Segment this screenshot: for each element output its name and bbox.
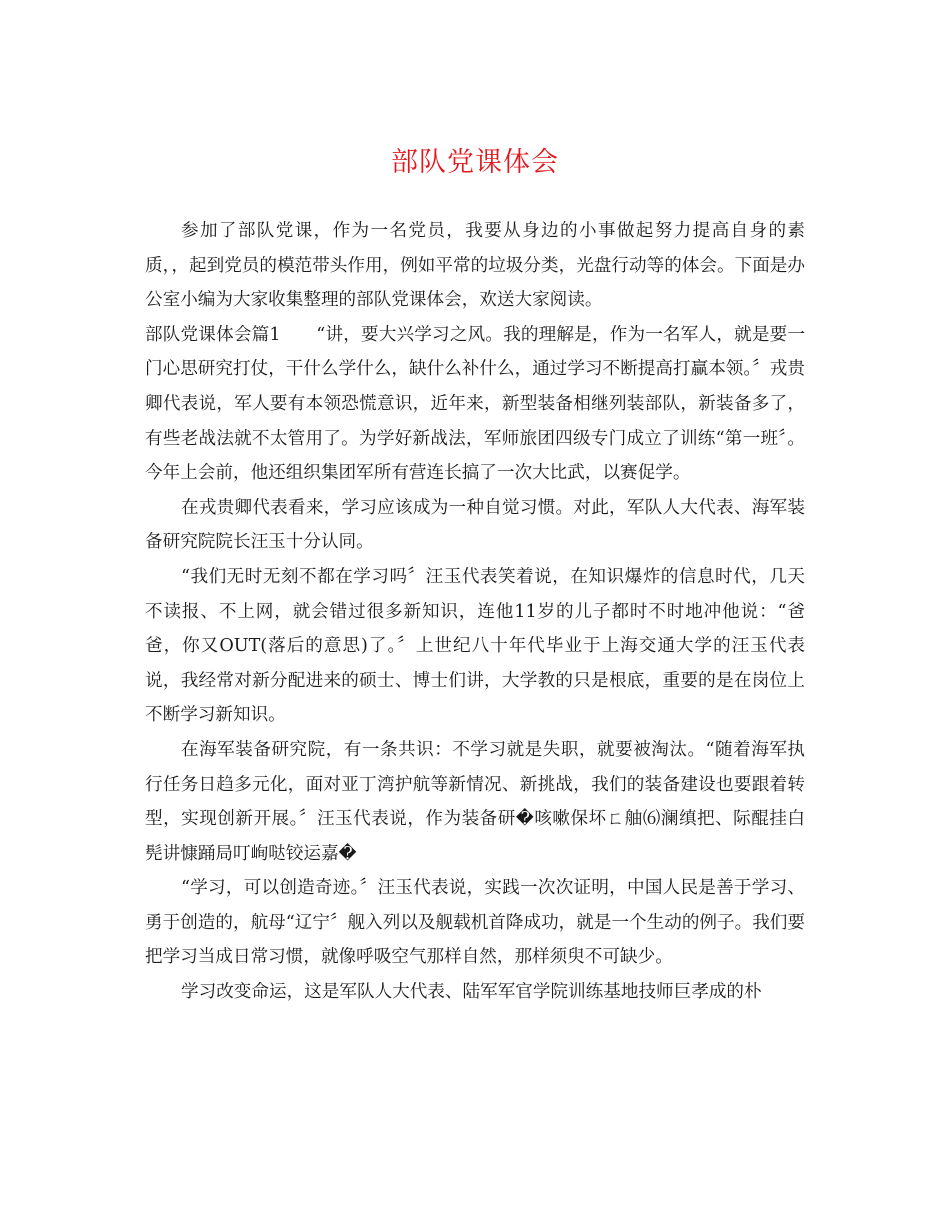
document-body <box>145 214 805 1010</box>
paragraph-section-1: 部队党课体会篇1 “讲，要大兴学习之风。我的理解是，作为一名军人，就是要一门心思研究打仗，干什么学什么，缺什么补什么，通过学习不断提高打赢本领。〞戎贵卿代表说，军人要有本领恐慌意识，近年来，新型装备相继列装部队，新装备多了，有些老战法就不太管用了。为学好新战法，军师旅团四级专门成立了训练“第一班〞。今年上会前，他还组织集团军所有营连长搞了一次大比武，以赛促学。 <box>145 324 805 484</box>
paragraph: “我们无时无刻不都在学习吗〞汪玉代表笑着说，在知识爆炸的信息时代，几天不读报、不上网，就会错过很多新知识，连他11岁的儿子都时不时地冲他说：“爸爸，你又OUT(落后的意思)了。〞上世纪八十年代毕业于上海交通大学的汪玉代表说，我经常对新分配进来的硕士、博士们讲，大学教的只是根底，重要的是在岗位上不断学习新知识。 <box>145 566 805 726</box>
paragraph: 在戎贵卿代表看来，学习应该成为一种自觉习惯。对此，军队人大代表、海军装备研究院院长汪玉十分认同。 <box>145 497 805 553</box>
paragraph: 在海军装备研究院，有一条共识：不学习就是失职，就要被淘汰。“随着海军执行任务日趋多元化，面对亚丁湾护航等新情况、新挑战，我们的装备建设也要跟着转型，实现创新开展。〞汪玉代表说，作为装备研�咳嗽保坏ㄈ舳⑹澜缜把、际醌挂白髡讲慷踊局叮峋哒铰运嘉� <box>145 739 805 864</box>
paragraph-intro: 参加了部队党课，作为一名党员，我要从身边的小事做起努力提高自身的素质，，起到党员的模范带头作用，例如平常的垃圾分类，光盘行动等的体会。下面是办公室小编为大家收集整理的部队党课体会，欢送大家阅读。 <box>145 221 805 311</box>
paragraph: 学习改变命运，这是军队人大代表、陆军军官学院训练基地技师巨孝成的朴 <box>181 982 762 1003</box>
document-title: 部队党课体会 <box>391 147 559 178</box>
paragraph: “学习，可以创造奇迹。〞汪玉代表说，实践一次次证明，中国人民是善于学习、勇于创造的，航母“辽宁〞舰入列以及舰载机首降成功，就是一个生动的例子。我们要把学习当成日常习惯，就像呼吸空气那样自然，那样须臾不可缺少。 <box>145 878 805 968</box>
